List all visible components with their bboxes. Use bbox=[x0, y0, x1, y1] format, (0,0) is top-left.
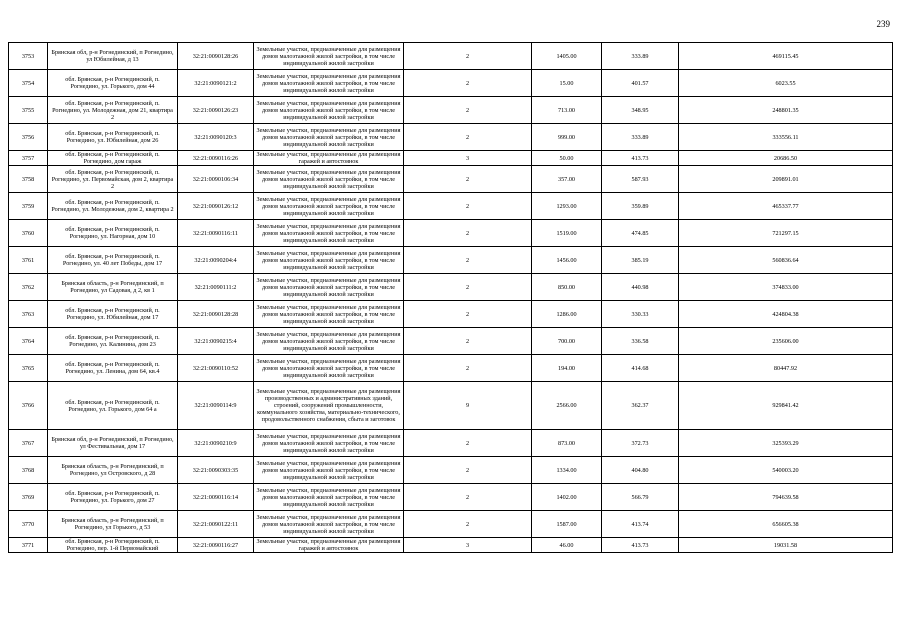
address-cell: обл. Брянская, р-н Рогнединский, п. Рогнедино, ул. Нагорная, дом 10 bbox=[48, 220, 178, 247]
cadastral-value-cell: 721297.15 bbox=[679, 220, 893, 247]
cadastral-value-cell: 80447.92 bbox=[679, 355, 893, 382]
use-group-cell: 2 bbox=[404, 484, 532, 511]
row-number-cell: 3756 bbox=[9, 124, 48, 151]
specific-value-cell: 566.79 bbox=[602, 484, 679, 511]
cadastral-number-cell: 32:21:0090126:23 bbox=[178, 97, 254, 124]
land-use-cell: Земельные участки, предназначенные для размещения домов малоэтажной жилой застройки, в том числе индивидуальной жилой застройки bbox=[254, 301, 404, 328]
row-number-cell: 3762 bbox=[9, 274, 48, 301]
row-number-cell: 3770 bbox=[9, 511, 48, 538]
use-group-cell: 3 bbox=[404, 538, 532, 553]
area-cell: 713.00 bbox=[532, 97, 602, 124]
cadastral-value-cell: 465337.77 bbox=[679, 193, 893, 220]
table-row bbox=[9, 97, 893, 124]
land-use-cell: Земельные участки, предназначенные для размещения домов малоэтажной жилой застройки, в том числе индивидуальной жилой застройки bbox=[254, 511, 404, 538]
cadastral-number-cell: 32:21:0090210:9 bbox=[178, 430, 254, 457]
row-number-cell: 3771 bbox=[9, 538, 48, 553]
row-number-cell: 3757 bbox=[9, 151, 48, 166]
row-number-cell: 3759 bbox=[9, 193, 48, 220]
specific-value-cell: 333.89 bbox=[602, 124, 679, 151]
cadastral-number-cell: 32:21:0090116:14 bbox=[178, 484, 254, 511]
address-cell: Брянская обл, р-н Рогнединский, п Рогнедино, ул Юбилейная, д 13 bbox=[48, 43, 178, 70]
area-cell: 1587.00 bbox=[532, 511, 602, 538]
cadastral-value-cell: 656605.38 bbox=[679, 511, 893, 538]
cadastral-number-cell: 32:21:0090110:52 bbox=[178, 355, 254, 382]
cadastral-value-cell: 209891.01 bbox=[679, 166, 893, 193]
table-row bbox=[9, 538, 893, 553]
land-use-cell: Земельные участки, предназначенные для размещения домов малоэтажной жилой застройки, в том числе индивидуальной жилой застройки bbox=[254, 457, 404, 484]
use-group-cell: 3 bbox=[404, 151, 532, 166]
use-group-cell: 2 bbox=[404, 274, 532, 301]
cadastral-value-cell: 469115.45 bbox=[679, 43, 893, 70]
cadastral-value-cell: 333556.11 bbox=[679, 124, 893, 151]
specific-value-cell: 333.89 bbox=[602, 43, 679, 70]
area-cell: 1402.00 bbox=[532, 484, 602, 511]
area-cell: 700.00 bbox=[532, 328, 602, 355]
cadastral-number-cell: 32:21:0090120:3 bbox=[178, 124, 254, 151]
address-cell: обл. Брянская, р-н Рогнединский, п. Рогнедино, дом гараж bbox=[48, 151, 178, 166]
address-cell: Брянская область, р-н Рогнединский, п Рогнедино, ул Садовая, д 2, кв 1 bbox=[48, 274, 178, 301]
table-row bbox=[9, 511, 893, 538]
page-number: 239 bbox=[876, 19, 890, 29]
row-number-cell: 3753 bbox=[9, 43, 48, 70]
land-use-cell: Земельные участки, предназначенные для размещения домов малоэтажной жилой застройки, в том числе индивидуальной жилой застройки bbox=[254, 430, 404, 457]
land-use-cell: Земельные участки, предназначенные для размещения производственных и административных зданий, строений, сооружений промышленности, коммунального хозяйства, материально-технического, продовольственного снабжения, сбыта и заготовок bbox=[254, 382, 404, 430]
table-row bbox=[9, 382, 893, 430]
row-number-cell: 3764 bbox=[9, 328, 48, 355]
cadastral-number-cell: 32:21:0090111:2 bbox=[178, 274, 254, 301]
table-row bbox=[9, 301, 893, 328]
row-number-cell: 3761 bbox=[9, 247, 48, 274]
land-use-cell: Земельные участки, предназначенные для размещения домов малоэтажной жилой застройки, в том числе индивидуальной жилой застройки bbox=[254, 70, 404, 97]
cadastral-number-cell: 32:21:0090204:4 bbox=[178, 247, 254, 274]
use-group-cell: 2 bbox=[404, 301, 532, 328]
cadastral-number-cell: 32:21:0090303:35 bbox=[178, 457, 254, 484]
address-cell: обл. Брянская, р-н Рогнединский, п. Рогнедино, ул. Юбилейная, дом 26 bbox=[48, 124, 178, 151]
table-row bbox=[9, 457, 893, 484]
land-use-cell: Земельные участки, предназначенные для размещения гаражей и автостоянок bbox=[254, 538, 404, 553]
address-cell: обл. Брянская, р-н Рогнединский, п. Рогнедино, ул. Юбилейная, дом 17 bbox=[48, 301, 178, 328]
specific-value-cell: 414.68 bbox=[602, 355, 679, 382]
table-row bbox=[9, 124, 893, 151]
table-body bbox=[9, 43, 893, 553]
area-cell: 357.00 bbox=[532, 166, 602, 193]
table-row bbox=[9, 220, 893, 247]
table-row bbox=[9, 151, 893, 166]
specific-value-cell: 348.95 bbox=[602, 97, 679, 124]
area-cell: 1293.00 bbox=[532, 193, 602, 220]
table-row bbox=[9, 274, 893, 301]
table-row bbox=[9, 43, 893, 70]
address-cell: обл. Брянская, р-н Рогнединский, п. Рогнедино, ул. Молодежная, дом 21, квартира 2 bbox=[48, 97, 178, 124]
land-use-cell: Земельные участки, предназначенные для размещения домов малоэтажной жилой застройки, в том числе индивидуальной жилой застройки bbox=[254, 97, 404, 124]
area-cell: 999.00 bbox=[532, 124, 602, 151]
specific-value-cell: 404.80 bbox=[602, 457, 679, 484]
land-use-cell: Земельные участки, предназначенные для размещения домов малоэтажной жилой застройки, в том числе индивидуальной жилой застройки bbox=[254, 193, 404, 220]
area-cell: 1405.00 bbox=[532, 43, 602, 70]
cadastral-value-cell: 374833.00 bbox=[679, 274, 893, 301]
address-cell: обл. Брянская, р-н Рогнединский, п. Рогнедино, ул. Молодежная, дом 2, квартира 2 bbox=[48, 193, 178, 220]
address-cell: обл. Брянская, р-н Рогнединский, п. Рогнедино, ул. Горького, дом 44 bbox=[48, 70, 178, 97]
row-number-cell: 3760 bbox=[9, 220, 48, 247]
cadastral-number-cell: 32:21:0090122:11 bbox=[178, 511, 254, 538]
cadastral-number-cell: 32:21:0090126:12 bbox=[178, 193, 254, 220]
land-use-cell: Земельные участки, предназначенные для размещения гаражей и автостоянок bbox=[254, 151, 404, 166]
land-use-cell: Земельные участки, предназначенные для размещения домов малоэтажной жилой застройки, в том числе индивидуальной жилой застройки bbox=[254, 328, 404, 355]
address-cell: Брянская область, р-н Рогнединский, п Рогнедино, ул Горького, д 53 bbox=[48, 511, 178, 538]
specific-value-cell: 413.73 bbox=[602, 538, 679, 553]
area-cell: 194.00 bbox=[532, 355, 602, 382]
address-cell: Брянская обл, р-н Рогнединский, п Рогнедино, ул Фестивальная, дом 17 bbox=[48, 430, 178, 457]
use-group-cell: 2 bbox=[404, 430, 532, 457]
cadastral-value-cell: 540003.20 bbox=[679, 457, 893, 484]
cadastral-number-cell: 32:21:0090128:28 bbox=[178, 301, 254, 328]
use-group-cell: 2 bbox=[404, 247, 532, 274]
table-row bbox=[9, 166, 893, 193]
table-row bbox=[9, 193, 893, 220]
row-number-cell: 3769 bbox=[9, 484, 48, 511]
use-group-cell: 9 bbox=[404, 382, 532, 430]
land-use-cell: Земельные участки, предназначенные для размещения домов малоэтажной жилой застройки, в том числе индивидуальной жилой застройки bbox=[254, 247, 404, 274]
address-cell: обл. Брянская, р-н Рогнединский, п. Рогнедино, ул. Горького, дом 27 bbox=[48, 484, 178, 511]
use-group-cell: 2 bbox=[404, 511, 532, 538]
land-use-cell: Земельные участки, предназначенные для размещения домов малоэтажной жилой застройки, в том числе индивидуальной жилой застройки bbox=[254, 484, 404, 511]
specific-value-cell: 359.89 bbox=[602, 193, 679, 220]
cadastral-number-cell: 32:21:0090116:26 bbox=[178, 151, 254, 166]
row-number-cell: 3766 bbox=[9, 382, 48, 430]
row-number-cell: 3767 bbox=[9, 430, 48, 457]
use-group-cell: 2 bbox=[404, 220, 532, 247]
specific-value-cell: 474.85 bbox=[602, 220, 679, 247]
specific-value-cell: 413.73 bbox=[602, 151, 679, 166]
address-cell: обл. Брянская, р-н Рогнединский, п. Рогнедино, ул. 40 лет Победы, дом 17 bbox=[48, 247, 178, 274]
cadastral-number-cell: 32:21:0090116:11 bbox=[178, 220, 254, 247]
specific-value-cell: 372.73 bbox=[602, 430, 679, 457]
area-cell: 15.00 bbox=[532, 70, 602, 97]
area-cell: 2566.00 bbox=[532, 382, 602, 430]
area-cell: 1519.00 bbox=[532, 220, 602, 247]
area-cell: 850.00 bbox=[532, 274, 602, 301]
land-use-cell: Земельные участки, предназначенные для размещения домов малоэтажной жилой застройки, в том числе индивидуальной жилой застройки bbox=[254, 43, 404, 70]
address-cell: обл. Брянская, р-н Рогнединский, п. Рогнедино, пер. 1-й Первомайский bbox=[48, 538, 178, 553]
row-number-cell: 3765 bbox=[9, 355, 48, 382]
use-group-cell: 2 bbox=[404, 328, 532, 355]
use-group-cell: 2 bbox=[404, 70, 532, 97]
cadastral-value-cell: 20686.50 bbox=[679, 151, 893, 166]
row-number-cell: 3768 bbox=[9, 457, 48, 484]
address-cell: обл. Брянская, р-н Рогнединский, п. Рогнедино, ул. Первомайская, дом 2, квартира 2 bbox=[48, 166, 178, 193]
cadastral-value-cell: 235606.00 bbox=[679, 328, 893, 355]
cadastral-value-cell: 424804.38 bbox=[679, 301, 893, 328]
area-cell: 1456.00 bbox=[532, 247, 602, 274]
area-cell: 1334.00 bbox=[532, 457, 602, 484]
specific-value-cell: 336.58 bbox=[602, 328, 679, 355]
land-use-cell: Земельные участки, предназначенные для размещения домов малоэтажной жилой застройки, в том числе индивидуальной жилой застройки bbox=[254, 355, 404, 382]
table-row bbox=[9, 355, 893, 382]
specific-value-cell: 385.19 bbox=[602, 247, 679, 274]
use-group-cell: 2 bbox=[404, 124, 532, 151]
address-cell: обл. Брянская, р-н Рогнединский, п. Рогнедино, ул. Калинина, дом 23 bbox=[48, 328, 178, 355]
table-row bbox=[9, 484, 893, 511]
area-cell: 1286.00 bbox=[532, 301, 602, 328]
land-use-cell: Земельные участки, предназначенные для размещения домов малоэтажной жилой застройки, в том числе индивидуальной жилой застройки bbox=[254, 274, 404, 301]
cadastral-value-cell: 325393.29 bbox=[679, 430, 893, 457]
use-group-cell: 2 bbox=[404, 166, 532, 193]
address-cell: обл. Брянская, р-н Рогнединский, п. Рогнедино, ул. Ленина, дом 64, кв.4 bbox=[48, 355, 178, 382]
table-row bbox=[9, 247, 893, 274]
row-number-cell: 3755 bbox=[9, 97, 48, 124]
area-cell: 46.00 bbox=[532, 538, 602, 553]
row-number-cell: 3758 bbox=[9, 166, 48, 193]
specific-value-cell: 440.98 bbox=[602, 274, 679, 301]
specific-value-cell: 401.57 bbox=[602, 70, 679, 97]
specific-value-cell: 587.93 bbox=[602, 166, 679, 193]
address-cell: Брянская область, р-н Рогнединский, п Рогнедино, ул Островского, д 28 bbox=[48, 457, 178, 484]
cadastral-value-table bbox=[8, 42, 893, 553]
cadastral-value-cell: 248801.35 bbox=[679, 97, 893, 124]
row-number-cell: 3754 bbox=[9, 70, 48, 97]
table-row bbox=[9, 70, 893, 97]
use-group-cell: 2 bbox=[404, 43, 532, 70]
cadastral-value-cell: 560836.64 bbox=[679, 247, 893, 274]
address-cell: обл. Брянская, р-н Рогнединский, п. Рогнедино, ул. Горького, дом 64 а bbox=[48, 382, 178, 430]
cadastral-number-cell: 32:21:0090128:26 bbox=[178, 43, 254, 70]
cadastral-number-cell: 32:21:0090106:34 bbox=[178, 166, 254, 193]
use-group-cell: 2 bbox=[404, 193, 532, 220]
cadastral-value-cell: 794639.58 bbox=[679, 484, 893, 511]
table-row bbox=[9, 328, 893, 355]
cadastral-value-cell: 19031.58 bbox=[679, 538, 893, 553]
area-cell: 873.00 bbox=[532, 430, 602, 457]
use-group-cell: 2 bbox=[404, 457, 532, 484]
specific-value-cell: 330.33 bbox=[602, 301, 679, 328]
use-group-cell: 2 bbox=[404, 97, 532, 124]
cadastral-value-cell: 929841.42 bbox=[679, 382, 893, 430]
cadastral-value-cell: 6023.55 bbox=[679, 70, 893, 97]
row-number-cell: 3763 bbox=[9, 301, 48, 328]
cadastral-number-cell: 32:21:0090215:4 bbox=[178, 328, 254, 355]
specific-value-cell: 362.37 bbox=[602, 382, 679, 430]
area-cell: 50.00 bbox=[532, 151, 602, 166]
land-use-cell: Земельные участки, предназначенные для размещения домов малоэтажной жилой застройки, в том числе индивидуальной жилой застройки bbox=[254, 166, 404, 193]
land-use-cell: Земельные участки, предназначенные для размещения домов малоэтажной жилой застройки, в том числе индивидуальной жилой застройки bbox=[254, 124, 404, 151]
cadastral-number-cell: 32:21:0090114:9 bbox=[178, 382, 254, 430]
land-use-cell: Земельные участки, предназначенные для размещения домов малоэтажной жилой застройки, в том числе индивидуальной жилой застройки bbox=[254, 220, 404, 247]
cadastral-number-cell: 32:21:0090116:27 bbox=[178, 538, 254, 553]
specific-value-cell: 413.74 bbox=[602, 511, 679, 538]
table-row bbox=[9, 430, 893, 457]
cadastral-number-cell: 32:21:0090121:2 bbox=[178, 70, 254, 97]
use-group-cell: 2 bbox=[404, 355, 532, 382]
